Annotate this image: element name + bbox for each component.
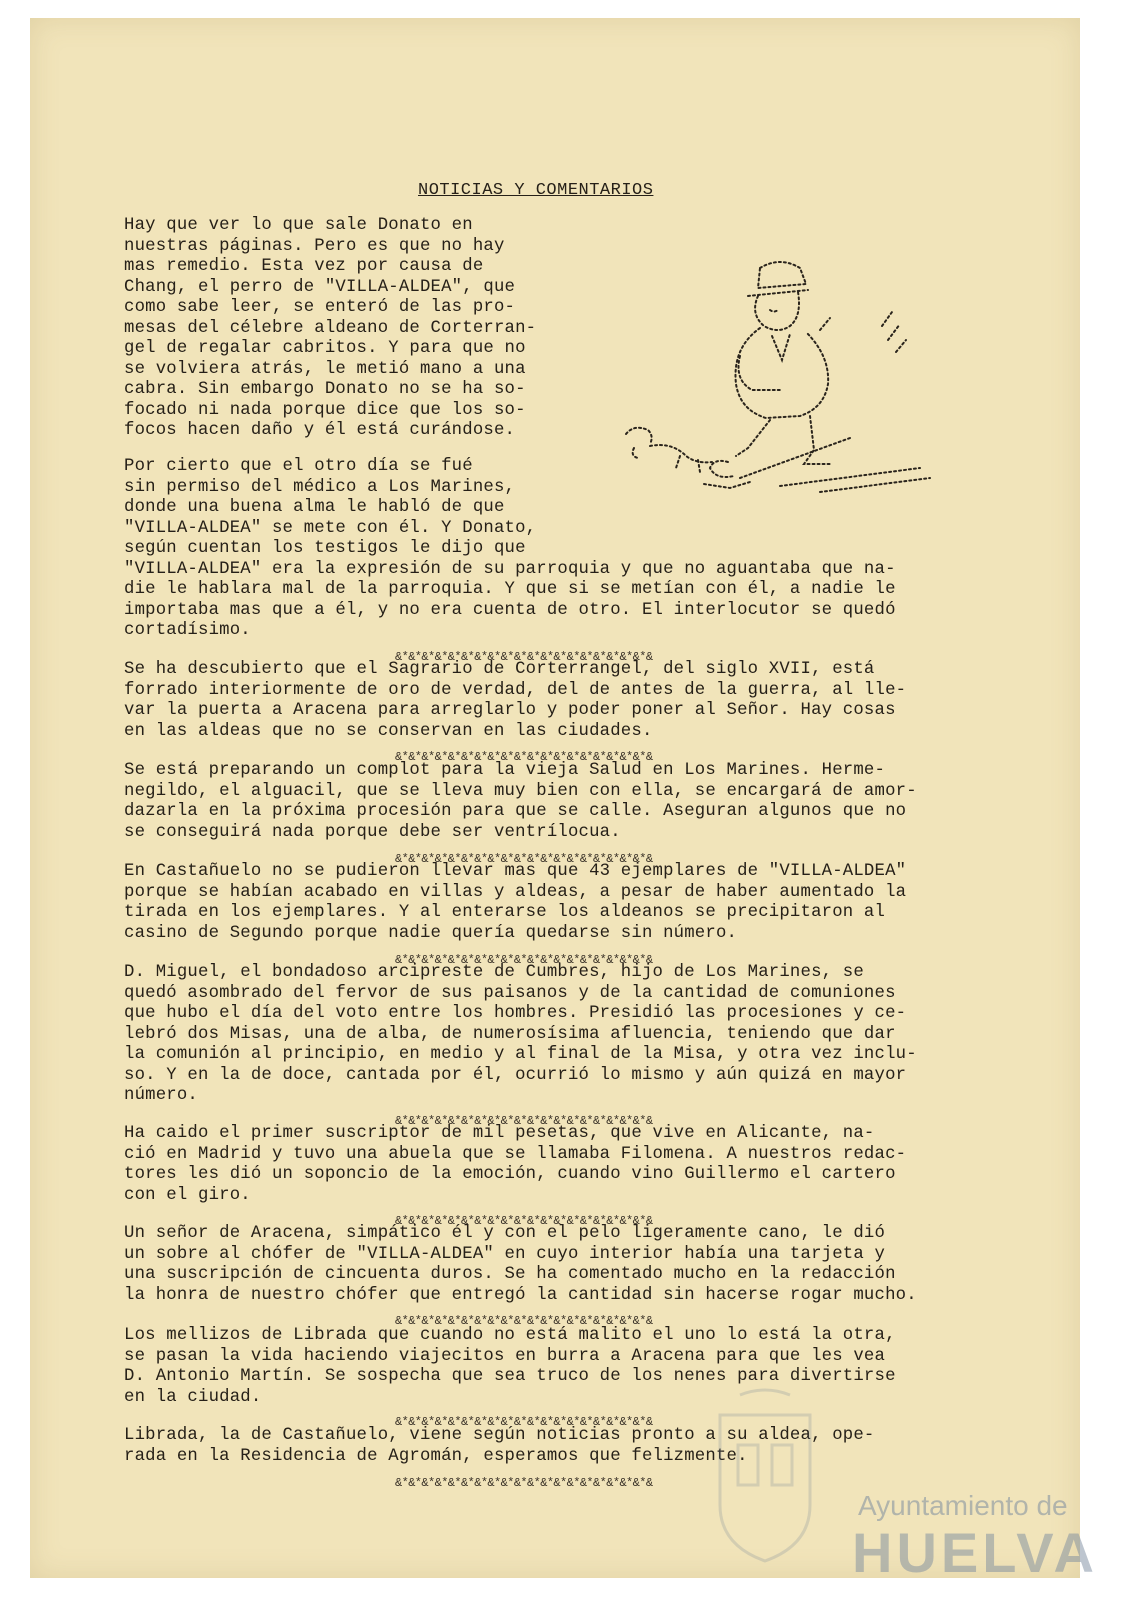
paragraph-donato-chang: Hay que ver lo que sale Donato en nuestras páginas. Pero es que no hay mas remedio. Esta vez por causa de Chang, el perro de "VILLA-ALDEA", que como sabe leer, se enteró de las pro- mesas del célebre aldeano de Corterran- gel de regalar cabritos. Y para que no se volviera atrás, le metió mano a una cabra. Sin embargo Donato no se ha so- focado ni nada porque dice que los so- focos hacen daño y él está curándose. [124, 216, 537, 440]
paragraph-donato-marines: Por cierto que el otro día se fué sin permiso del médico a Los Marines, donde una buena alma le habló de que "VILLA-ALDEA" se mete con él. Y Donato, según cuentan los testigos le dijo que "VILLA-ALDEA" era la expresión de su parroquia y que no aguantaba que na- die le hablara mal de la parroquia. Y que si se metían con él, a nadie le importaba mas que a él, y no era cuenta de otro. El interlocutor se quedó cortadísimo. [124, 457, 896, 640]
separator-6: &*&*&*&*&*&*&*&*&*&*&*&*&*&*&*&*&*&*&*& [395, 1214, 653, 1228]
paragraph-mellizos: Los mellizos de Librada que cuando no está malito el uno lo está la otra, se pasan la vida haciendo viajecitos en burra a Aracena para que les vea D. Antonio Martín. Se sospecha que sea truco de los nenes para divertirse en la ciudad. [124, 1326, 896, 1407]
separator-8: &*&*&*&*&*&*&*&*&*&*&*&*&*&*&*&*&*&*&*& [395, 1415, 653, 1429]
paragraph-librada: Librada, la de Castañuelo, viene según noticias pronto a su aldea, ope- rada en la Residencia de Agromán, esperamos que felizmente. [124, 1426, 875, 1466]
paragraph-suscriptor: Ha caido el primer suscriptor de mil pesetas, que vive en Alicante, na- ció en Madrid y tuvo una abuela que se llamaba Filomena. A nuestros redac- tores les dió un soponcio de la emoción, cuando vino Guillermo el cartero con el giro. [124, 1124, 907, 1205]
page-title: NOTICIAS Y COMENTARIOS [418, 181, 654, 200]
watermark-line2: HUELVA [852, 1521, 1098, 1584]
paragraph-don-miguel: D. Miguel, el bondadoso arcipreste de Cumbres, hijo de Los Marines, se quedó asombrado del fervor de sus paisanos y de la cantidad de comuniones que hubo el día del voto entre los hombres. Presidió las procesiones y ce- lebró dos Misas, una de alba, de numerosísima afluencia, teniendo que dar la comunión al principio, en medio y al final de la Misa, y otra vez inclu- so. Y en la de doce, cantada por él, ocurrió lo mismo y aún quizá en mayor número. [124, 963, 917, 1105]
separator-5: &*&*&*&*&*&*&*&*&*&*&*&*&*&*&*&*&*&*&*& [395, 1114, 653, 1128]
separator-7: &*&*&*&*&*&*&*&*&*&*&*&*&*&*&*&*&*&*&*& [395, 1314, 653, 1328]
separator-4: &*&*&*&*&*&*&*&*&*&*&*&*&*&*&*&*&*&*&*& [395, 953, 653, 967]
separator-1: &*&*&*&*&*&*&*&*&*&*&*&*&*&*&*&*&*&*&*& [395, 650, 653, 664]
paragraph-complot: Se está preparando un complot para la vieja Salud en Los Marines. Herme- negildo, el alguacil, que se lleva muy bien con ella, se encargará de amor- dazarla en la próxima procesión para que se calle. Aseguran algunos que no se conseguirá nada porque debe ser ventrílocua. [124, 761, 917, 842]
paragraph-castanuelo: En Castañuelo no se pudieron llevar mas que 43 ejemplares de "VILLA-ALDEA" porque se habían acabado en villas y aldeas, a pesar de haber aumentado la tirada en los ejemplares. Y al enterarse los aldeanos se precipitaron al casino de Segundo porque nadie quería quedarse sin número. [124, 862, 907, 943]
separator-9: &*&*&*&*&*&*&*&*&*&*&*&*&*&*&*&*&*&*&*& [395, 1476, 653, 1490]
watermark-line1: Ayuntamiento de [858, 1490, 1068, 1521]
separator-3: &*&*&*&*&*&*&*&*&*&*&*&*&*&*&*&*&*&*&*& [395, 852, 653, 866]
separator-2: &*&*&*&*&*&*&*&*&*&*&*&*&*&*&*&*&*&*&*& [395, 750, 653, 764]
paragraph-aracena: Un señor de Aracena, simpático él y con el pelo ligeramente cano, le dió un sobre al chófer de "VILLA-ALDEA" en cuyo interior había una tarjeta y una suscripción de cincuenta duros. Se ha comentado mucho en la redacción la honra de nuestro chófer que entregó la cantidad sin hacerse rogar mucho. [124, 1224, 917, 1305]
donato-dog-illustration-icon [620, 256, 950, 506]
paragraph-sagrario: Se ha descubierto que el Sagrario de Corterrangel, del siglo XVII, está forrado interiormente de oro de verdad, del de antes de la guerra, al lle- var la puerta a Aracena para arreglarlo y poder poner al Señor. Hay cosas en las aldeas que no se conservan en las ciudades. [124, 660, 907, 741]
